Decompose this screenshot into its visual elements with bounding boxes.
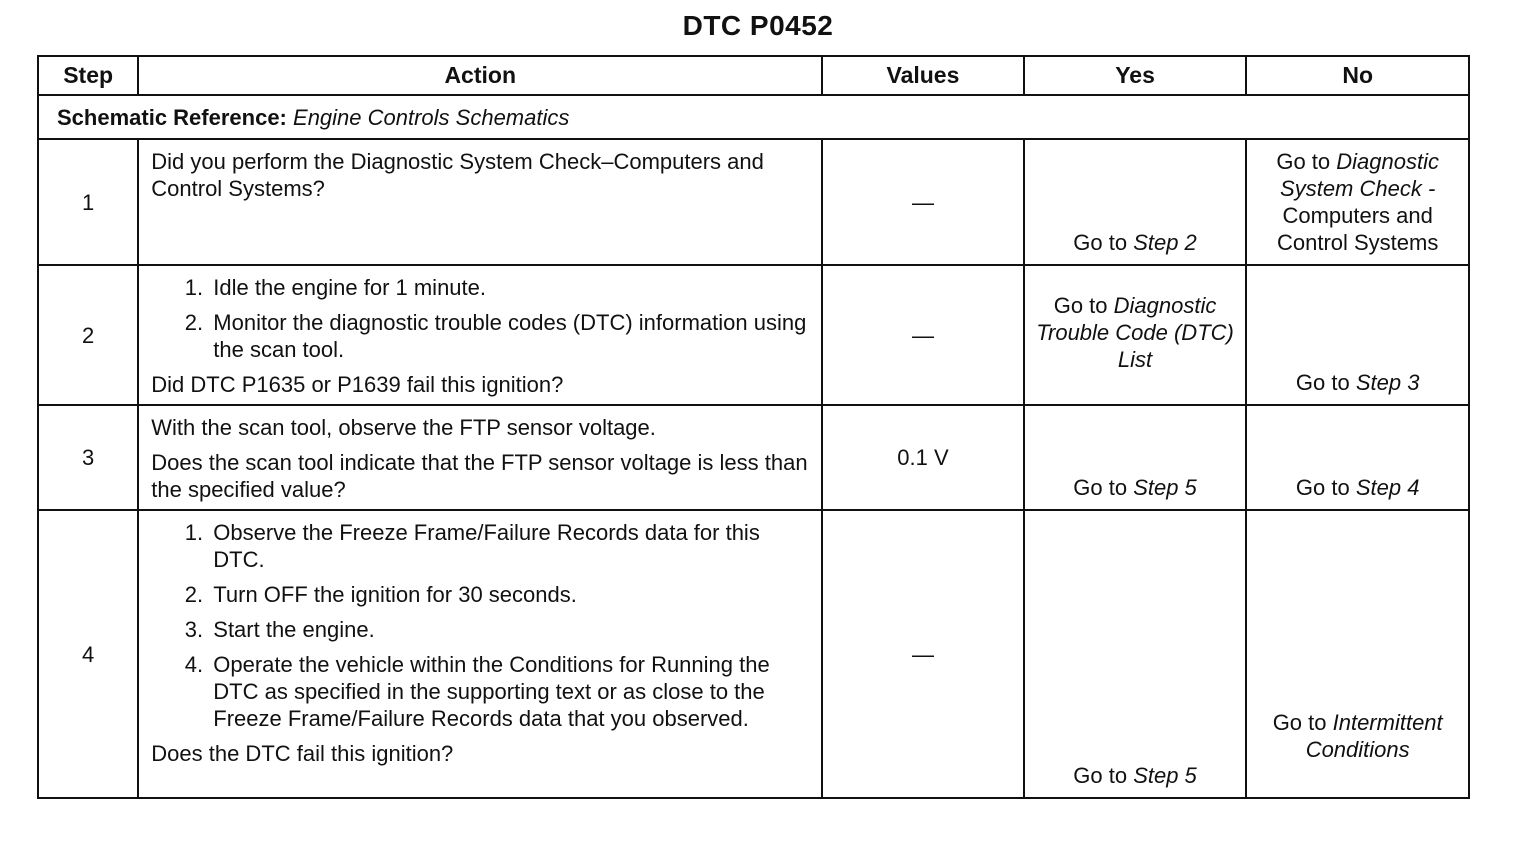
- action-list-item: 1. Idle the engine for 1 minute.: [209, 274, 811, 301]
- column-header-action: Action: [138, 56, 822, 95]
- table-row: [38, 510, 1469, 798]
- yes-prefix: Go to: [1073, 763, 1134, 788]
- schematic-reference: [38, 95, 1469, 139]
- action-list-item: 2. Turn OFF the ignition for 30 seconds.: [209, 581, 811, 608]
- table-row: [38, 265, 1469, 405]
- yes-prefix: Go to: [1053, 293, 1114, 318]
- action-list-item: 2. Monitor the diagnostic trouble codes (DTC) information using the scan tool.: [209, 309, 811, 363]
- yes-prefix: Go to: [1073, 475, 1134, 500]
- values-cell: 0.1 V: [822, 405, 1024, 510]
- column-header-yes: Yes: [1024, 56, 1247, 95]
- no-cell: [1246, 405, 1469, 510]
- no-prefix: Go to: [1272, 710, 1333, 735]
- no-cell: [1246, 265, 1469, 405]
- yes-prefix: Go to: [1073, 230, 1134, 255]
- no-cell: [1246, 510, 1469, 798]
- action-text: With the scan tool, observe the FTP sensor voltage.: [151, 415, 656, 440]
- values-cell: —: [822, 510, 1024, 798]
- action-question: Does the scan tool indicate that the FTP sensor voltage is less than the specified value?: [151, 450, 808, 502]
- diagnostic-table: [37, 55, 1470, 799]
- action-list-item: 3. Start the engine.: [209, 616, 811, 643]
- no-prefix: Go to: [1295, 370, 1356, 395]
- step-number: 4: [38, 510, 138, 798]
- action-cell: [138, 265, 822, 405]
- yes-link[interactable]: Step 2: [1133, 230, 1197, 255]
- schematic-reference-label: Schematic Reference:: [57, 104, 287, 130]
- action-list: [151, 274, 811, 363]
- action-cell: [138, 510, 822, 798]
- action-question: Does the DTC fail this ignition?: [151, 741, 454, 766]
- yes-cell: [1024, 405, 1247, 510]
- yes-cell: [1024, 265, 1247, 405]
- yes-cell: [1024, 139, 1247, 265]
- action-list: [151, 519, 811, 732]
- action-cell: [138, 405, 822, 510]
- table-row: [38, 405, 1469, 510]
- page-title: DTC P0452: [682, 10, 834, 41]
- yes-link[interactable]: Diagnostic Trouble Code (DTC) List: [1036, 293, 1234, 372]
- no-prefix: Go to: [1276, 149, 1337, 174]
- yes-cell: [1024, 510, 1247, 798]
- no-link[interactable]: Diagnostic System Check -: [1280, 149, 1439, 201]
- no-link[interactable]: Intermittent Conditions: [1305, 710, 1443, 762]
- no-link[interactable]: Step 3: [1355, 370, 1420, 395]
- header-row: [38, 56, 1469, 95]
- schematic-reference-link[interactable]: Engine Controls Schematics: [293, 104, 570, 130]
- action-cell: [138, 139, 822, 265]
- action-list-item: 4. Operate the vehicle within the Conditions for Running the DTC as specified in the supporting text or as close to the Freeze Frame/Failure Records data that you observed.: [209, 651, 811, 732]
- values-cell: —: [822, 139, 1024, 265]
- yes-link[interactable]: Step 5: [1133, 475, 1197, 500]
- column-header-values: Values: [822, 56, 1024, 95]
- yes-link[interactable]: Step 5: [1133, 763, 1197, 788]
- values-cell: —: [822, 265, 1024, 405]
- column-header-no: No: [1246, 56, 1469, 95]
- action-question: Did you perform the Diagnostic System Check–Computers and Control Systems?: [151, 149, 764, 201]
- no-link[interactable]: Step 4: [1355, 475, 1420, 500]
- no-prefix: Go to: [1295, 475, 1356, 500]
- step-number: 2: [38, 265, 138, 405]
- table-row: [38, 139, 1469, 265]
- step-number: 3: [38, 405, 138, 510]
- action-question: Did DTC P1635 or P1639 fail this ignition?: [151, 372, 564, 397]
- column-header-step: Step: [38, 56, 138, 95]
- schematic-reference-row: [38, 95, 1469, 139]
- no-suffix: Computers and Control Systems: [1276, 203, 1439, 255]
- action-list-item: 1. Observe the Freeze Frame/Failure Records data for this DTC.: [209, 519, 811, 573]
- no-cell: [1246, 139, 1469, 265]
- step-number: 1: [38, 139, 138, 265]
